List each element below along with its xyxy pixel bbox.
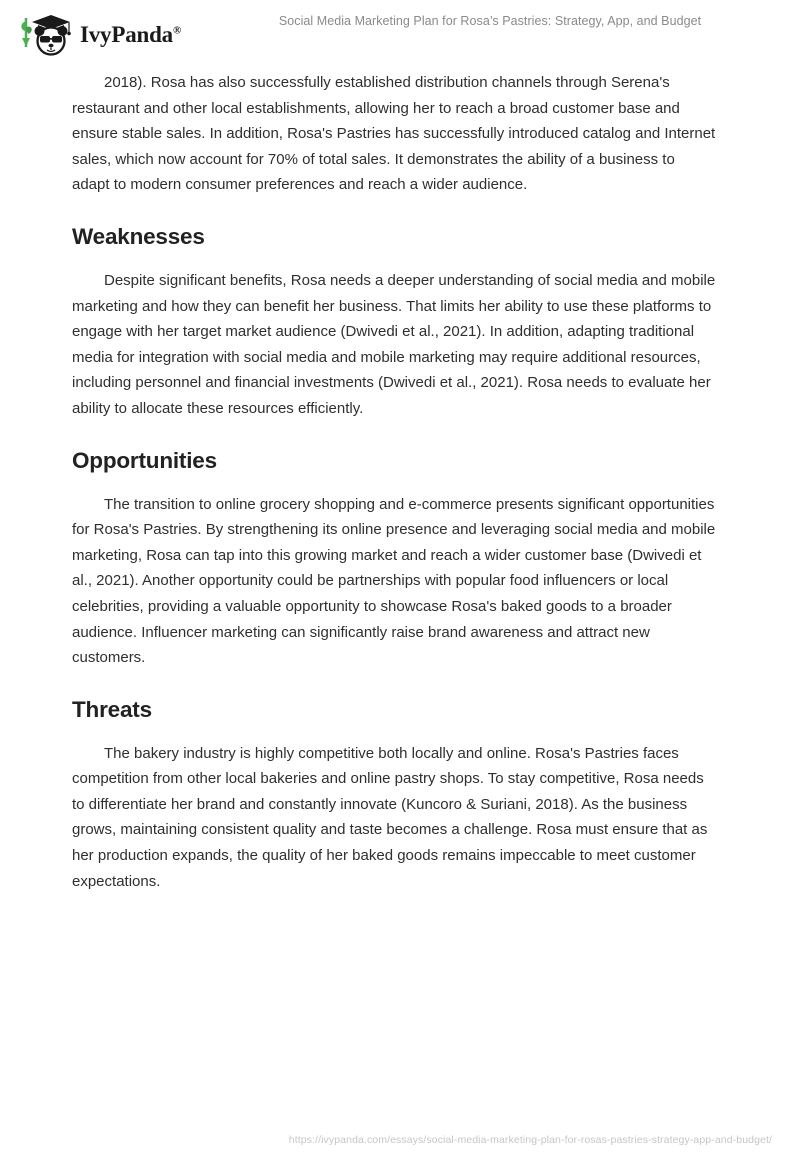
spacer — [72, 422, 716, 447]
footer-source-url[interactable]: https://ivypanda.com/essays/social-media-marketing-plan-for-rosas-pastries-strategy-app-and-budget/ — [288, 1134, 772, 1146]
section-paragraph-threats: The bakery industry is highly competitive both locally and online. Rosa's Pastries faces competition from other local bakeries and online pastry shops. To stay competitive, Rosa needs to differentiate her brand and constantly innovate (Kuncoro & Suriani, 2018). As the business grows, maintaining consistent quality and taste becomes a challenge. Rosa must ensure that as her production expands, the quality of her baked goods remains impeccable to meet customer expectations. — [72, 744, 708, 890]
document-title: Social Media Marketing Plan for Rosa’s Pastries: Strategy, App, and Budget — [278, 14, 702, 28]
panda-graduate-logo-icon — [16, 10, 78, 56]
brand-logo-link[interactable] — [16, 10, 181, 56]
spacer — [72, 250, 716, 268]
spacer — [72, 671, 716, 696]
section-heading-opportunities: Opportunities — [72, 447, 217, 473]
intro-paragraph: 2018). Rosa has also successfully established distribution channels through Serena's restaurant and other local establishments, allowing her to reach a broad customer base and ensure stable sales. In addition, Rosa's Pastries has successfully introduced catalog and Internet sales, which now account for 70% of total sales. It demonstrates the ability of a business to adapt to modern consumer preferences and reach a wider audience. — [72, 74, 716, 194]
registered-trademark-icon: ® — [172, 23, 182, 36]
brand-wordmark — [80, 23, 181, 46]
document-content — [72, 70, 716, 894]
spacer — [72, 723, 716, 741]
section-paragraph-opportunities: The transition to online grocery shopping and e-commerce presents significant opportunities for Rosa's Pastries. By strengthening its online presence and leveraging social media and mobile marketing, Rosa can tap into this growing market and reach a wider customer base (Dwivedi et al., 2021). Another opportunity could be partnerships with popular food influencers or local celebrities, providing a valuable opportunity to showcase Rosa's baked goods to a broader audience. Influencer marketing can significantly raise brand awareness and attract new customers. — [72, 495, 716, 667]
section-heading-weaknesses: Weaknesses — [72, 223, 205, 249]
spacer — [72, 198, 716, 223]
section-paragraph-weaknesses: Despite significant benefits, Rosa needs a deeper understanding of social media and mobile marketing and how they can benefit her business. That limits her ability to use these platforms to engage with her target market audience (Dwivedi et al., 2021). In addition, adapting traditional media for integration with social media and mobile marketing may require additional resources, including personnel and financial investments (Dwivedi et al., 2021). Rosa needs to evaluate her ability to allocate these resources efficiently. — [72, 271, 716, 417]
page-footer — [0, 1130, 800, 1148]
brand-name-text: IvyPanda — [80, 21, 173, 47]
page-header — [0, 0, 800, 62]
spacer — [72, 474, 716, 492]
section-heading-threats: Threats — [72, 696, 152, 722]
